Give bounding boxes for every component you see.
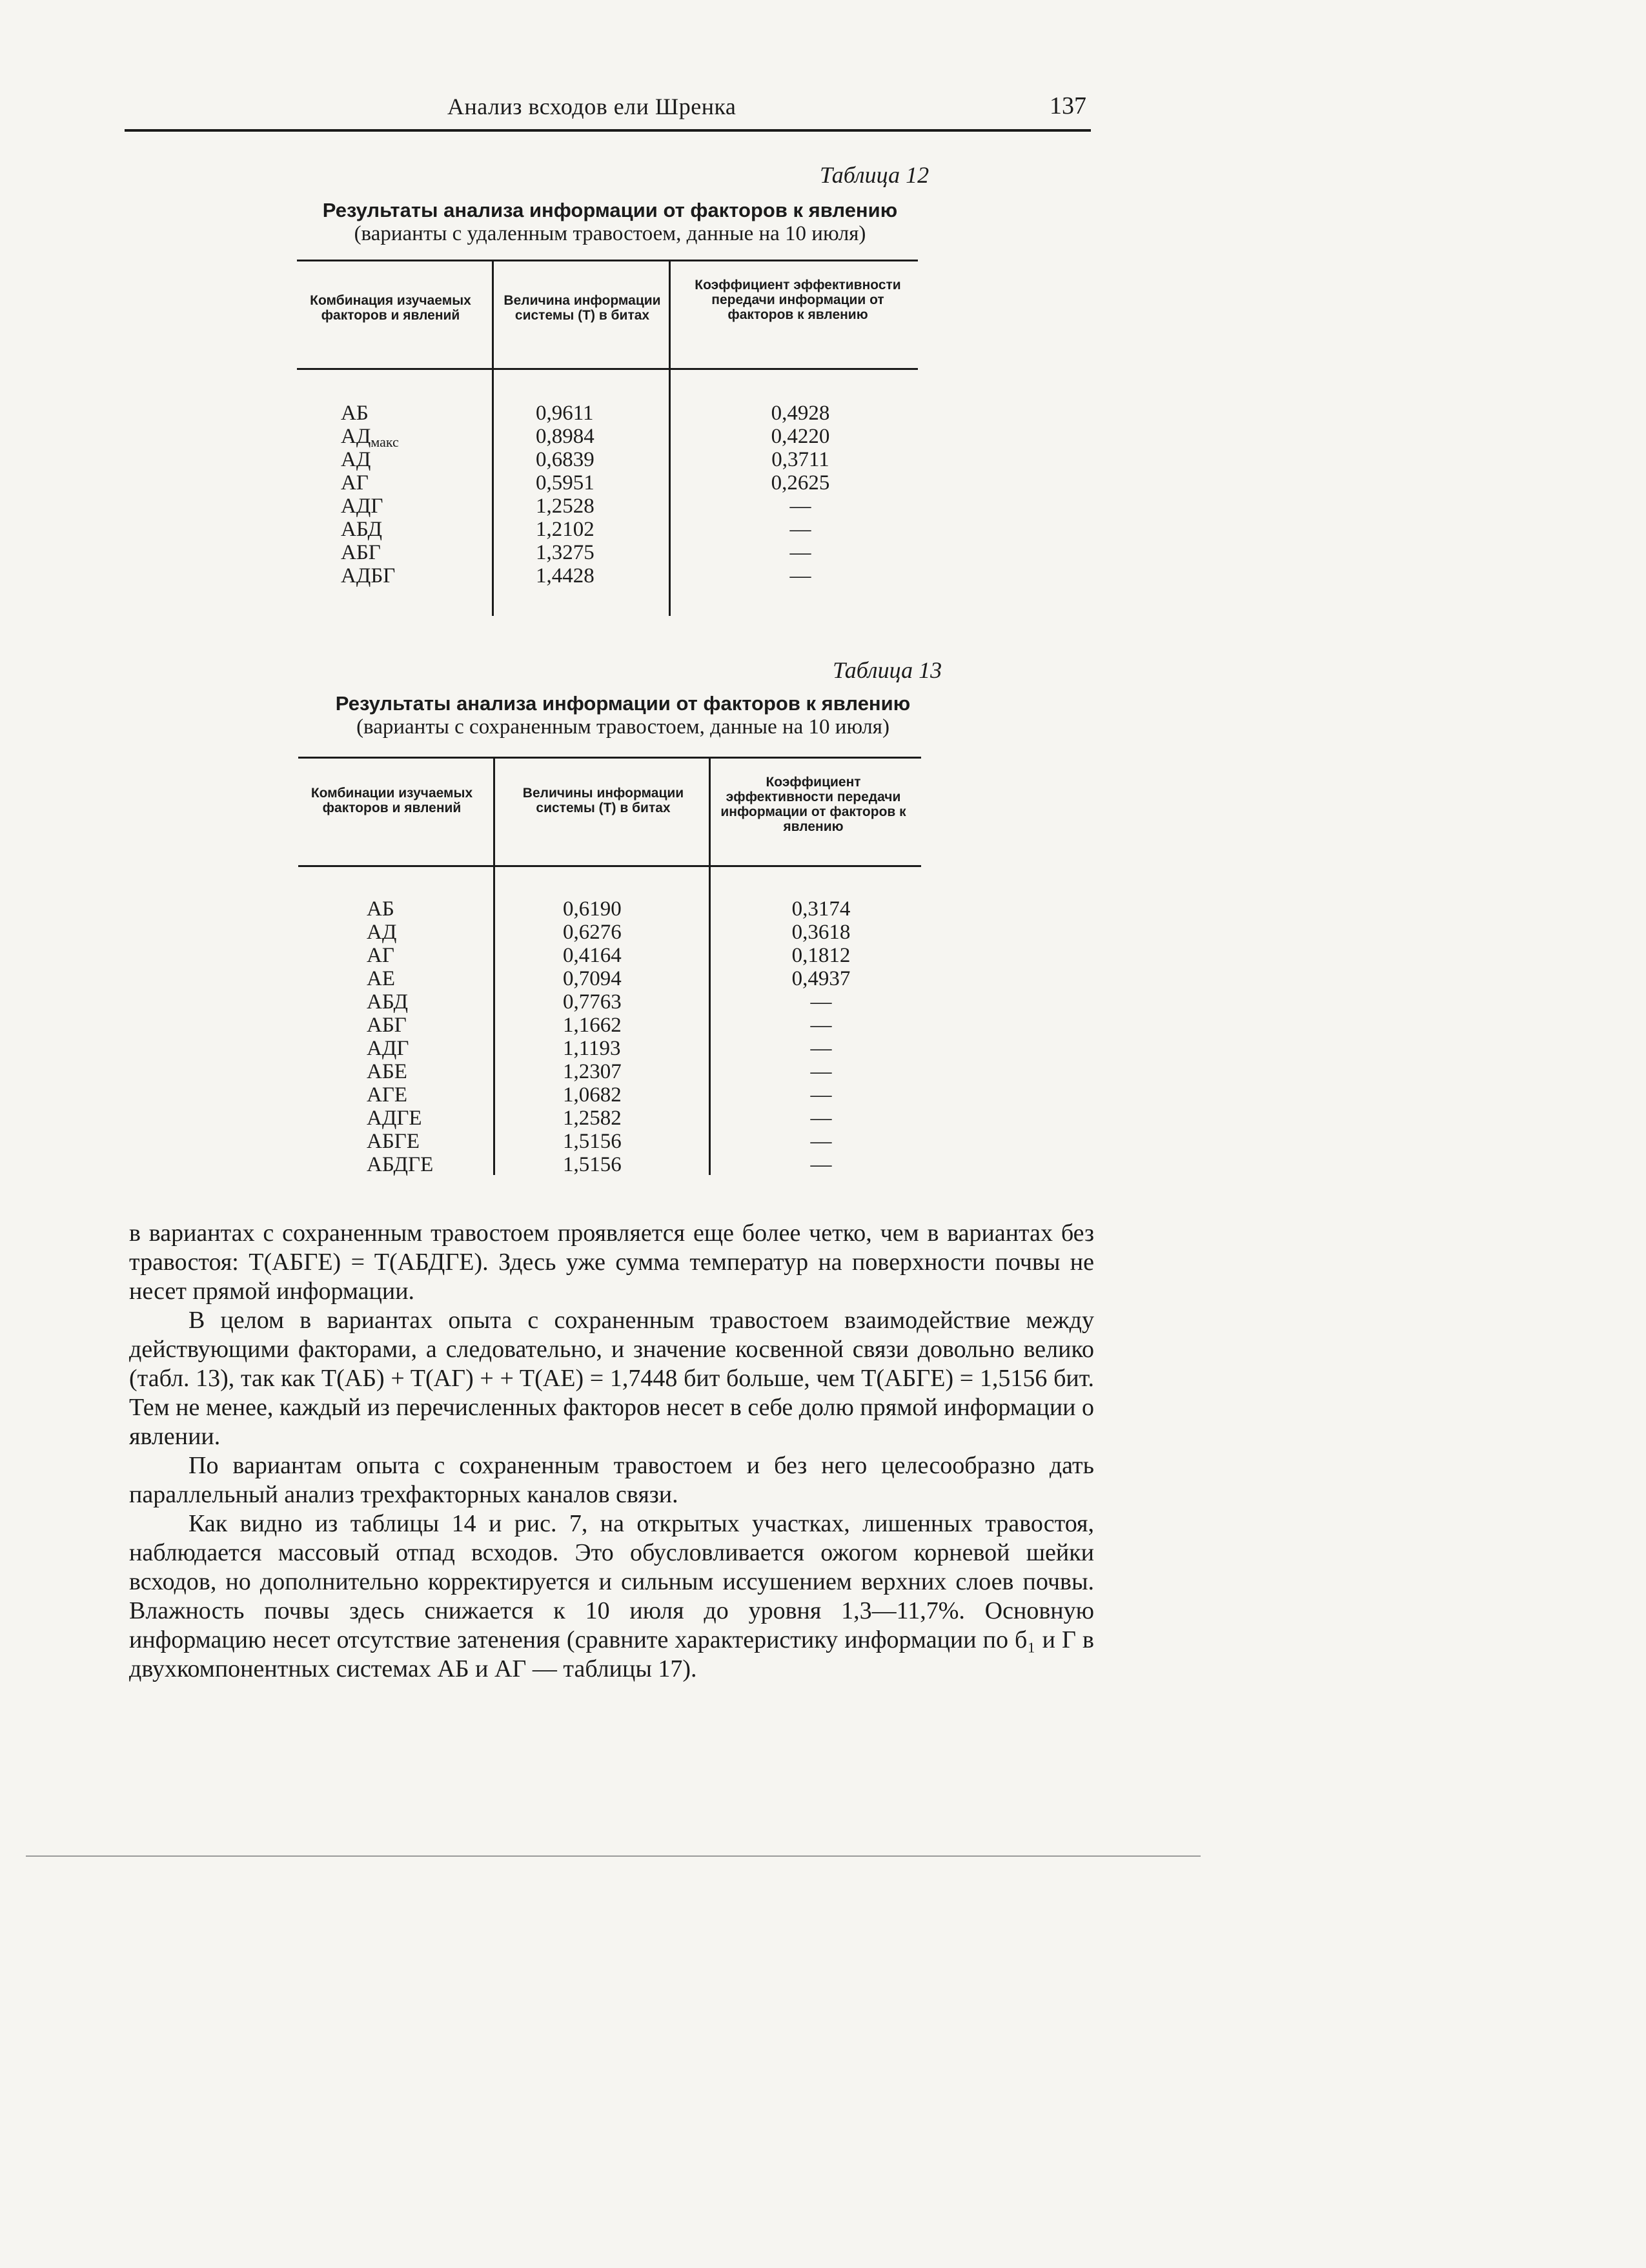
- table-13-combo-text: АБГЕ: [367, 1130, 420, 1153]
- table-13-combo-text: АГ: [367, 944, 394, 967]
- table-13-combo-text: АБДГЕ: [367, 1153, 434, 1176]
- table-13-col-divider-2: [709, 757, 711, 1175]
- table-13-combo-text: АДГ: [367, 1037, 409, 1060]
- table-12-header-combo: Комбинация изучаемых факторов и явлений: [310, 293, 471, 323]
- table-13-info-cell: [563, 1060, 622, 1083]
- table-12-combo-cell: [341, 495, 399, 518]
- table-13-combo-cell: [367, 1060, 433, 1083]
- table-13-coef-cell: [769, 1014, 873, 1037]
- body-text: [129, 1219, 1094, 1684]
- paragraph: Как видно из таблицы 14 и рис. 7, на открытых участках, лишенных травостоя, наблюдается массовый отпад всходов. Это обусловливается ожогом корневой шейки всходов, но дополнительно корректируется и сильным иссушением верхних слоев почвы. Влажность почвы здесь снижается к 10 июля до уровня 1,3—11,7%. Основную информацию несет отсутствие затенения (сравните характеристику информации по б₁ и Г в двухкомпонентных системах АБ и АГ — таблицы 17).: [129, 1510, 1094, 1682]
- table-13-combo-cell: [367, 897, 433, 921]
- table-13-combo-cell: [367, 1083, 433, 1107]
- table-12-info-text: 0,6839: [536, 448, 594, 471]
- table-13-combo-text: АД: [367, 921, 397, 944]
- table-12-info-column: [536, 402, 594, 587]
- table-12-col-divider-1: [492, 260, 494, 616]
- table-13-info-text: 0,7763: [563, 990, 622, 1014]
- table-12-info-cell: [536, 402, 594, 425]
- table-13-info-cell: [563, 1083, 622, 1107]
- table-13-coef-text: —: [810, 990, 832, 1014]
- table-13-combo-text: АГЕ: [367, 1083, 408, 1107]
- table-12-combo-cell: [341, 518, 399, 541]
- table-12-title-main: Результаты анализа информации от факторов к явлению: [322, 199, 898, 221]
- table-12-combo-subscript: макс: [371, 434, 399, 450]
- table-13-info-text: 1,5156: [563, 1130, 622, 1153]
- table-12-coef-cell: [749, 495, 852, 518]
- table-12-coef-cell: [749, 564, 852, 587]
- table-12-coef-text: 0,4220: [771, 425, 830, 448]
- table-13-title: [278, 692, 968, 739]
- table-12-combo-text: АД: [341, 425, 371, 448]
- table-13-combo-text: АБГ: [367, 1014, 407, 1037]
- table-13-title-main: Результаты анализа информации от факторов к явлению: [335, 692, 911, 715]
- table-13-info-text: 1,1662: [563, 1014, 622, 1037]
- table-12-info-cell: [536, 425, 594, 448]
- table-12-coef-text: —: [789, 564, 811, 587]
- table-13-coef-text: —: [810, 1130, 832, 1153]
- table-12-info-cell: [536, 495, 594, 518]
- table-12-combo-cell: [341, 564, 399, 587]
- table-13-info-text: 1,5156: [563, 1153, 622, 1176]
- table-13-info-cell: [563, 944, 622, 967]
- table-12-coef-text: 0,2625: [771, 471, 830, 495]
- table-12-coef-cell: [749, 541, 852, 564]
- table-13-combo-text: АЕ: [367, 967, 395, 990]
- table-13-col-divider-1: [493, 757, 495, 1175]
- table-12-col-divider-2: [669, 260, 671, 616]
- table-12-top-rule: [297, 260, 918, 261]
- table-13-info-cell: [563, 1014, 622, 1037]
- table-12-combo-column: [341, 402, 399, 587]
- table-13-combo-text: АБД: [367, 990, 409, 1014]
- table-12-header-info: Величина информации системы (T) в битах: [503, 293, 661, 323]
- table-13-combo-cell: [367, 1037, 433, 1060]
- table-13-combo-cell: [367, 1107, 433, 1130]
- table-12-info-text: 1,4428: [536, 564, 594, 587]
- table-13-coef-cell: [769, 1083, 873, 1107]
- table-12-combo-cell: [341, 448, 399, 471]
- running-title: Анализ всходов ели Шренка: [447, 94, 737, 119]
- table-12-combo-cell: [341, 471, 399, 495]
- table-13-info-cell: [563, 990, 622, 1014]
- table-13-head-rule: [298, 865, 921, 867]
- table-13-combo-cell: [367, 921, 433, 944]
- table-13-coef-cell: [769, 1037, 873, 1060]
- paragraph: в вариантах с сохраненным травостоем проявляется еще более четко, чем в вариантах без травостоя: T(АБГЕ) = T(АБДГЕ). Здесь уже сумма температур на поверхности почвы не несет прямой информации.: [129, 1220, 1094, 1305]
- table-13-combo-column: [367, 897, 433, 1176]
- paragraph: По вариантам опыта с сохраненным травостоем и без него целесообразно дать параллельный анализ трехфакторных каналов связи.: [129, 1452, 1094, 1508]
- table-13-info-cell: [563, 1153, 622, 1176]
- table-13-coef-text: —: [810, 1153, 832, 1176]
- table-12-coef-cell: [749, 518, 852, 541]
- table-12-caption: Таблица 12: [820, 162, 930, 188]
- table-13-coef-cell: [769, 990, 873, 1014]
- table-12-info-text: 0,5951: [536, 471, 594, 495]
- table-12-combo-cell: [341, 541, 399, 564]
- table-13-coef-text: 0,1812: [791, 944, 851, 967]
- table-13-info-cell: [563, 897, 622, 921]
- table-13-info-text: 0,4164: [563, 944, 622, 967]
- table-13-coef-text: —: [810, 1014, 832, 1037]
- table-13-info-text: 0,6276: [563, 921, 622, 944]
- table-12-head-rule: [297, 368, 918, 370]
- table-12-info-cell: [536, 564, 594, 587]
- table-12-combo-cell: [341, 402, 399, 425]
- table-13-coef-cell: [769, 921, 873, 944]
- table-12-coef-cell: [749, 448, 852, 471]
- table-13-info-text: 1,2582: [563, 1107, 622, 1130]
- table-13-coef-cell: [769, 1060, 873, 1083]
- table-13-header-coef: Коэффициент эффективности передачи информации от факторов к явлению: [720, 775, 906, 834]
- table-13-coef-text: —: [810, 1037, 832, 1060]
- table-12-header-coef: Коэффициент эффективности передачи информации от факторов к явлению: [695, 278, 901, 322]
- page-number: 137: [1050, 92, 1086, 119]
- table-12-coef-cell: [749, 425, 852, 448]
- table-12-info-cell: [536, 541, 594, 564]
- table-13-combo-cell: [367, 1153, 433, 1176]
- table-12-title: [271, 199, 949, 245]
- table-12-info-text: 0,8984: [536, 425, 594, 448]
- table-13-caption: Таблица 13: [833, 657, 942, 683]
- table-13-combo-cell: [367, 944, 433, 967]
- table-13-coef-cell: [769, 897, 873, 921]
- table-12-info-text: 0,9611: [536, 402, 594, 425]
- table-12-info-cell: [536, 471, 594, 495]
- table-12-info-cell: [536, 448, 594, 471]
- table-12-info-text: 1,3275: [536, 541, 594, 564]
- table-13-info-cell: [563, 1107, 622, 1130]
- table-12-combo-text: АБГ: [341, 541, 381, 564]
- table-12-coef-text: 0,4928: [771, 402, 830, 425]
- table-13-top-rule: [298, 757, 921, 759]
- table-13-combo-text: АДГЕ: [367, 1107, 422, 1130]
- table-13-combo-text: АБЕ: [367, 1060, 407, 1083]
- table-12-combo-text: АД: [341, 448, 371, 471]
- table-12-combo-text: АГ: [341, 471, 369, 495]
- table-13-combo-cell: [367, 990, 433, 1014]
- table-13-info-text: 0,6190: [563, 897, 622, 921]
- table-13-combo-cell: [367, 967, 433, 990]
- table-13-info-cell: [563, 1037, 622, 1060]
- table-12-coef-text: —: [789, 541, 811, 564]
- table-12-combo-text: АБ: [341, 402, 369, 425]
- table-13-coef-text: —: [810, 1083, 832, 1107]
- running-header: [125, 90, 1093, 129]
- table-13-header-combo: Комбинации изучаемых факторов и явлений: [310, 786, 473, 815]
- table-12-info-text: 1,2528: [536, 495, 594, 518]
- table-12-info-text: 1,2102: [536, 518, 594, 541]
- table-13-info-cell: [563, 1130, 622, 1153]
- table-12-info-cell: [536, 518, 594, 541]
- table-13-coef-cell: [769, 1153, 873, 1176]
- table-13-coef-text: 0,3618: [791, 921, 851, 944]
- table-13-info-text: 1,0682: [563, 1083, 622, 1107]
- table-12-combo-text: АДБГ: [341, 564, 396, 587]
- page-bottom-edge: [26, 1855, 1201, 1857]
- table-12-coef-text: —: [789, 495, 811, 518]
- table-13-info-text: 1,1193: [563, 1037, 621, 1060]
- table-12-coef-cell: [749, 471, 852, 495]
- table-13-coef-cell: [769, 967, 873, 990]
- table-13-combo-cell: [367, 1014, 433, 1037]
- table-13-coef-cell: [769, 1130, 873, 1153]
- table-13: [298, 757, 921, 1175]
- table-12-combo-text: АДГ: [341, 495, 383, 518]
- table-12-combo-text: АБД: [341, 518, 383, 541]
- table-12-coef-column: [749, 402, 852, 587]
- header-rule: [125, 129, 1091, 132]
- table-13-info-text: 0,7094: [563, 967, 622, 990]
- paragraph: В целом в вариантах опыта с сохраненным травостоем взаимодействие между действующими факторами, а следовательно, и значение косвенной связи довольно велико (табл. 13), так как T(АБ) + T(АГ) + + T(АЕ) = 1,7448 бит больше, чем T(АБГЕ) = 1,5156 бит. Тем не менее, каждый из перечисленных факторов несет в себе долю прямой информации о явлении.: [129, 1307, 1094, 1450]
- table-12-title-sub: (варианты с удаленным травостоем, данные на 10 июля): [354, 222, 866, 245]
- table-13-title-sub: (варианты с сохраненным травостоем, данные на 10 июля): [356, 715, 889, 739]
- table-12-coef-cell: [749, 402, 852, 425]
- table-13-combo-cell: [367, 1130, 433, 1153]
- table-13-header-info: Величины информации системы (T) в битах: [522, 786, 684, 815]
- table-13-coef-cell: [769, 944, 873, 967]
- table-13-coef-text: —: [810, 1060, 832, 1083]
- table-12-combo-cell: [341, 425, 399, 448]
- table-13-coef-text: 0,4937: [791, 967, 851, 990]
- table-13-info-cell: [563, 921, 622, 944]
- table-13-coef-text: —: [810, 1107, 832, 1130]
- table-12-coef-text: —: [789, 518, 811, 541]
- table-12-coef-text: 0,3711: [771, 448, 829, 471]
- table-12: [297, 260, 918, 616]
- table-13-coef-text: 0,3174: [791, 897, 851, 921]
- table-13-coef-cell: [769, 1107, 873, 1130]
- table-13-info-cell: [563, 967, 622, 990]
- table-13-coef-column: [769, 897, 873, 1176]
- table-13-combo-text: АБ: [367, 897, 394, 921]
- table-13-info-column: [563, 897, 622, 1176]
- table-13-info-text: 1,2307: [563, 1060, 622, 1083]
